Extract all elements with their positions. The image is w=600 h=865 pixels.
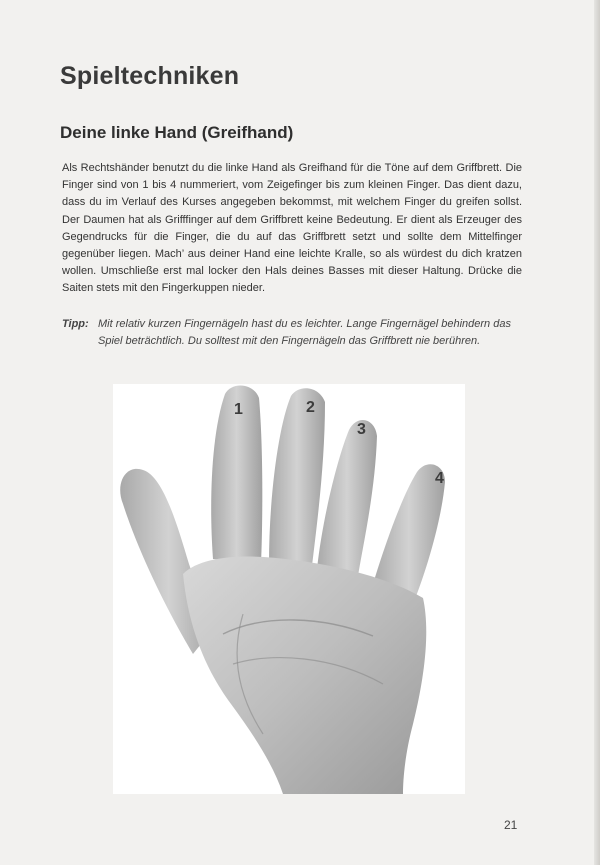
finger-label-1: 1: [234, 401, 243, 418]
tip-text: Mit relativ kurzen Fingernägeln hast du es leichter. Lange Fingernägel behindern das Spiel beträchtlich. Du solltest mit den Fingernägeln das Griffbrett nie berühren.: [98, 318, 511, 347]
finger-label-3: 3: [357, 421, 366, 438]
page-edge: [594, 0, 600, 865]
page-title: Spieltechniken: [60, 62, 240, 90]
tip-box: [62, 316, 522, 349]
hand-illustration: [113, 384, 465, 794]
finger-label-4: 4: [435, 470, 444, 487]
page-number: 21: [504, 818, 518, 832]
finger-label-2: 2: [306, 399, 315, 416]
tip-label: Tipp:: [62, 318, 89, 330]
hand-photo: [113, 384, 465, 794]
section-heading: Deine linke Hand (Greifhand): [60, 123, 294, 142]
body-paragraph: Als Rechtshänder benutzt du die linke Hand als Greifhand für die Töne auf dem Griffbrett. Die Finger sind von 1 bis 4 nummeriert, vom Zeigefinger bis zum kleinen Finger. Das dient dazu, dass du im Verlauf des Kurses angegeben bekommst, mit welchem Finger du greifen sollst. Der Daumen hat als Grifffinger auf dem Griffbrett keine Bedeutung. Er dient als Erzeuger des Gegendrucks für die Finger, die du auf das Griffbrett setzt und sollte dem Mittelfinger gegenüber liegen. Mach’ aus deiner Hand eine leichte Kralle, so als würdest du dich kratzen wollen. Umschließe erst mal locker den Hals deines Basses mit dieser Haltung. Drücke die Saiten stets mit den Fingerkuppen nieder.: [62, 162, 522, 295]
